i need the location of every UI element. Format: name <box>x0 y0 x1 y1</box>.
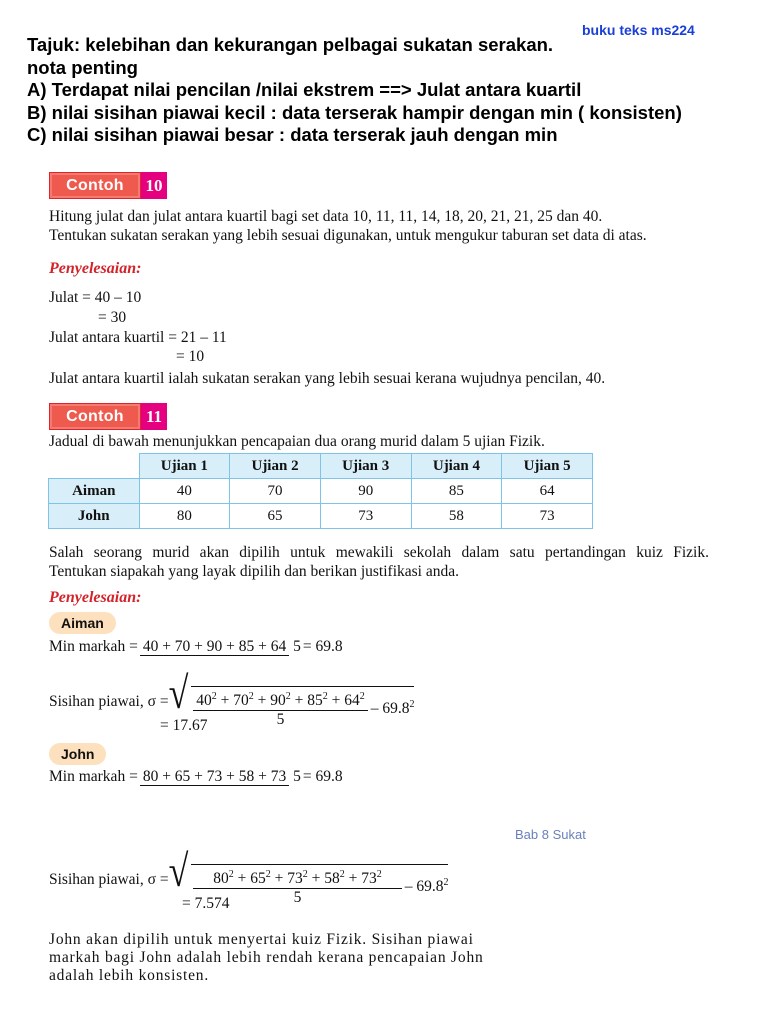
table-row-label: Aiman <box>49 479 140 504</box>
sd-minus: – 69.8$^2$ <box>370 698 415 717</box>
table-cell: 65 <box>230 504 321 529</box>
table-cell: 73 <box>320 504 411 529</box>
table-row <box>49 504 593 529</box>
partial-chapter-header: Bab 8 Sukat <box>515 827 586 842</box>
example-badge-label: Contoh <box>49 403 141 430</box>
mean-prefix: Min markah = <box>49 638 138 655</box>
example-11-solution-heading: Penyelesaian: <box>49 589 142 606</box>
mean-prefix: Min markah = <box>49 768 138 785</box>
sd-minus: – 69.8$^2$ <box>404 876 449 895</box>
example-badge-number: 10 <box>141 172 167 199</box>
table-row-label: John <box>49 504 140 529</box>
table-cell: 64 <box>502 479 593 504</box>
table-cell: 58 <box>411 504 502 529</box>
table-header-cell: Ujian 3 <box>320 454 411 479</box>
sd-numerator: $80^2 + 65^2 + 73^2 + 58^2 + 73^2$ <box>193 866 402 889</box>
john-sd-row <box>49 846 449 907</box>
table-cell: 70 <box>230 479 321 504</box>
example-10-conclusion: Julat antara kuartil ialah sukatan serakan yang lebih sesuai kerana wujudnya pencilan, 40. <box>49 370 606 387</box>
sd-prefix: Sisihan piawai, σ = <box>49 871 169 888</box>
score-table <box>48 453 593 529</box>
radical-icon: √ <box>168 668 189 718</box>
example-10-question-2: Tentukan sukatan serakan yang lebih sesuai digunakan, untuk mengukur taburan set data di atas. <box>49 227 647 244</box>
table-header-cell: Ujian 5 <box>502 454 593 479</box>
notes-title: Tajuk: kelebihan dan kekurangan pelbagai sukatan serakan. <box>27 34 554 55</box>
example-badge-number: 11 <box>141 403 167 430</box>
john-label: John <box>49 743 106 765</box>
table-header-cell: Ujian 1 <box>139 454 230 479</box>
john-sd-result: = 7.574 <box>182 895 230 912</box>
note-a: A) Terdapat nilai pencilan /nilai ekstrem ==> Julat antara kuartil <box>27 79 582 100</box>
table-header-row <box>49 454 593 479</box>
example-badge-label: Contoh <box>49 172 141 199</box>
conclusion-line-3: adalah lebih konsisten. <box>49 967 210 984</box>
iqr-result: = 10 <box>176 348 205 365</box>
example-10-solution-heading: Penyelesaian: <box>49 260 142 277</box>
table-cell: 90 <box>320 479 411 504</box>
table-cell: 85 <box>411 479 502 504</box>
mean-numerator: 80 + 65 + 73 + 58 + 73 <box>140 768 289 786</box>
sd-numerator: $40^2 + 70^2 + 90^2 + 85^2 + 64^2$ <box>193 688 368 711</box>
mean-fraction <box>140 638 301 656</box>
sd-fraction <box>193 688 368 729</box>
radical-icon: √ <box>168 846 189 896</box>
aiman-sd-result: = 17.67 <box>160 717 208 734</box>
example-11-question-2: Tentukan siapakah yang layak dipilih dan berikan justifikasi anda. <box>49 563 459 580</box>
table-cell: 73 <box>502 504 593 529</box>
sd-denominator: 5 <box>276 711 285 728</box>
aiman-label: Aiman <box>49 612 116 634</box>
aiman-mean-row <box>49 638 343 656</box>
aiman-sd-row <box>49 668 415 729</box>
sd-denominator: 5 <box>293 889 302 906</box>
mean-result: = 69.8 <box>302 768 343 785</box>
source-note: buku teks ms224 <box>582 22 695 38</box>
mean-numerator: 40 + 70 + 90 + 85 + 64 <box>140 638 289 656</box>
example-11-intro: Jadual di bawah menunjukkan pencapaian dua orang murid dalam 5 ujian Fizik. <box>49 433 545 450</box>
important-notes <box>27 34 747 147</box>
table-cell: 80 <box>139 504 230 529</box>
mean-denominator: 5 <box>293 768 301 785</box>
table-corner <box>49 454 140 479</box>
example-11-question-1: Salah seorang murid akan dipilih untuk mewakili sekolah dalam satu pertandingan kuiz Fizik. <box>49 544 709 561</box>
conclusion-line-1: John akan dipilih untuk menyertai kuiz Fizik. Sisihan piawai <box>49 931 474 948</box>
example-10-badge <box>49 172 167 199</box>
range-result: = 30 <box>98 309 127 326</box>
notes-subtitle: nota penting <box>27 56 138 78</box>
table-cell: 40 <box>139 479 230 504</box>
mean-fraction <box>140 768 301 786</box>
note-c: C) nilai sisihan piawai besar : data terserak jauh dengan min <box>27 124 558 145</box>
table-row <box>49 479 593 504</box>
sd-prefix: Sisihan piawai, σ = <box>49 693 169 710</box>
table-header-cell: Ujian 2 <box>230 454 321 479</box>
example-11-badge <box>49 403 167 430</box>
range-line: Julat = 40 – 10 <box>49 289 142 306</box>
example-10-question-1: Hitung julat dan julat antara kuartil bagi set data 10, 11, 11, 14, 18, 20, 21, 21, 25 dan 40. <box>49 208 603 225</box>
conclusion-line-2: markah bagi John adalah lebih rendah kerana pencapaian John <box>49 949 484 966</box>
john-mean-row <box>49 768 343 786</box>
mean-result: = 69.8 <box>302 638 343 655</box>
table-header-cell: Ujian 4 <box>411 454 502 479</box>
mean-denominator: 5 <box>293 638 301 655</box>
note-b: B) nilai sisihan piawai kecil : data terserak hampir dengan min ( konsisten) <box>27 101 682 123</box>
iqr-line: Julat antara kuartil = 21 – 11 <box>49 329 227 346</box>
